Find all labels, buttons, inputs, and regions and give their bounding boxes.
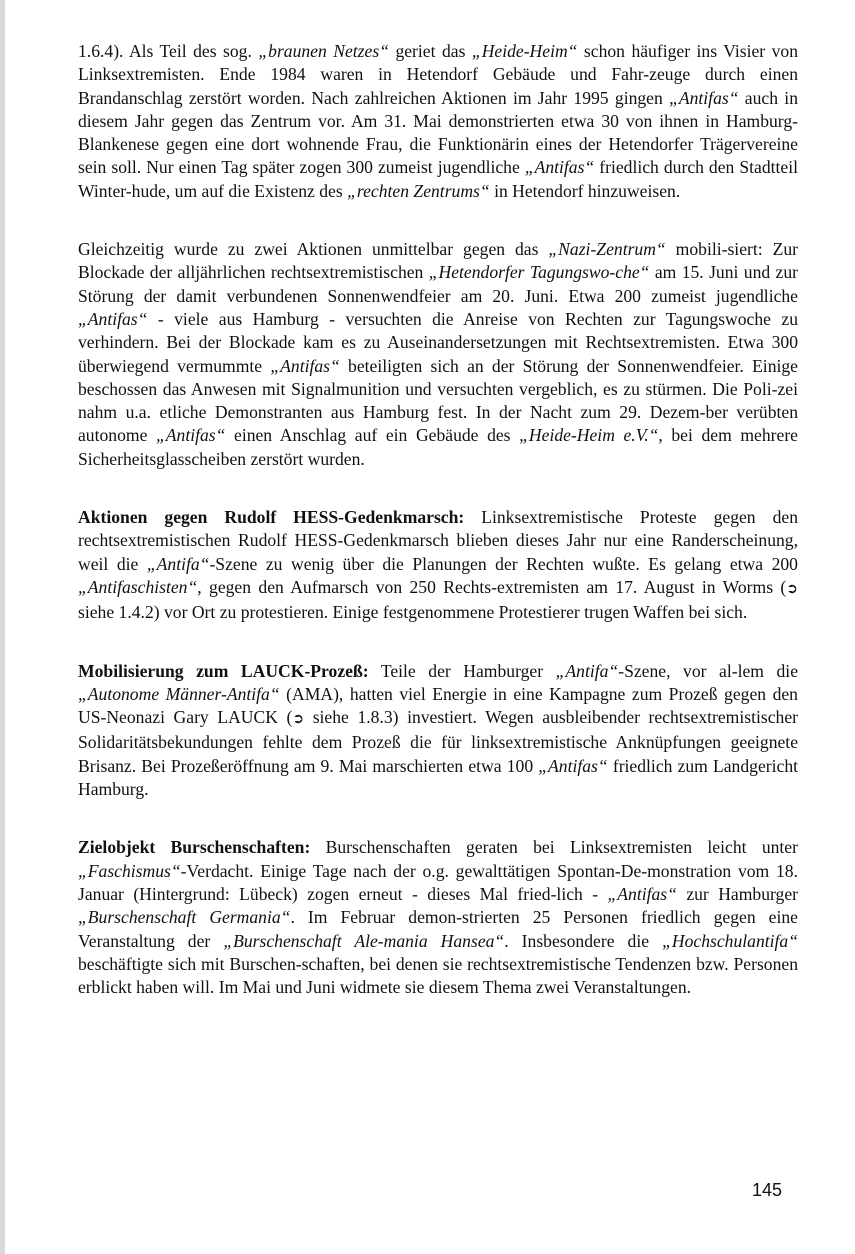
emphasized-term: „Antifaschisten“: [78, 576, 198, 597]
emphasized-term: „Heide-Heim e.V.“: [519, 425, 659, 446]
text-run: friedlich zum Landgericht Hamburg.: [78, 755, 798, 800]
emphasized-term: „Burschenschaft Germania“: [78, 907, 291, 928]
emphasized-term: „Antifas“: [78, 308, 148, 329]
text-run: auch in diesem Jahr gegen das Zentrum vor. Am 31. Mai demonstrierten etwa 30 von ihnen in Hamburg-Blankenese gegen eine dort wohnende Frau, die Funktionärin eines der Hetendorfer Trägervereine sein soll. Nur einen Tag später zogen 300 zumeist jugendliche: [78, 87, 798, 178]
text-run: 1.6.4). Als Teil des sog.: [78, 41, 259, 61]
text-run: friedlich durch den Stadtteil Winter-hude, um auf die Existenz des: [78, 157, 798, 201]
paragraph-hess-gedenkmarsch: [78, 506, 798, 624]
page-edge-shadow: [0, 0, 5, 1254]
emphasized-term: „braunen Netzes“: [258, 41, 389, 61]
emphasized-term: „Nazi-Zentrum“: [548, 239, 666, 260]
emphasized-term: „Antifa“: [555, 660, 619, 681]
document-page: [78, 40, 798, 1034]
emphasized-term: „Antifas“: [155, 425, 226, 446]
cross-reference-arrow-icon: ➲: [292, 711, 305, 728]
emphasized-term: „Hochschulantifa“: [662, 930, 798, 951]
text-run: -Szene, vor al-lem die: [618, 660, 798, 681]
emphasized-term: „Heide-Heim“: [471, 41, 578, 61]
paragraph-heide-heim: [78, 40, 798, 203]
text-run: Linksextremistische Proteste gegen den rechtsextremistischen Rudolf HESS-Gedenkmarsch blieben dieses Jahr nur eine Randerscheinung, weil die: [78, 507, 798, 574]
emphasized-term: „Antifas“: [524, 157, 595, 178]
emphasized-term: „Antifas“: [607, 883, 677, 904]
text-run: siehe 1.8.3) investiert. Wegen ausbleibender rechtsextremistischer Solidaritätsbekundungen fehlte dem Prozeß die für linksextremistische Anknüpfungen geeignete Brisanz. Bei Prozeßeröffnung am 9. Mai marschierten etwa 100: [78, 707, 798, 776]
emphasized-term: „Antifas“: [538, 755, 608, 776]
text-run: Gleichzeitig wurde zu zwei Aktionen unmittelbar gegen das: [78, 239, 549, 260]
cross-reference-arrow-icon: ➲: [786, 580, 798, 597]
text-run: Burschenschaften geraten bei Linksextremisten leicht unter: [310, 837, 798, 858]
text-run: . Insbesondere die: [504, 930, 663, 951]
paragraph-nazi-zentrum: [78, 238, 798, 471]
text-run: - viele aus Hamburg - versuchten die Anreise von Rechten zur Tagungswoche zu verhindern. Bei der Blockade kam es zu Auseinandersetzungen mit Rechtsextremisten. Etwa 300 überwiegend vermummte: [78, 308, 798, 376]
text-run: geriet das: [388, 41, 472, 61]
text-run: Teile der Hamburger: [368, 660, 556, 681]
section-heading: Mobilisierung zum LAUCK-Prozeß:: [78, 660, 369, 681]
text-run: beteiligten sich an der Störung der Sonnenwendfeier. Einige beschossen das Anwesen mit Signalmunition und versuchten vergeblich, es zu stürmen. Die Poli-zei nahm u.a. etliche Demonstranten aus Hamburg fest. In der Nacht zum 29. Dezem-ber verübten autonome: [78, 355, 798, 446]
text-run: beschäftigte sich mit Burschen-schaften, bei denen sie rechtsextremistische Tendenzen bzw. Personen erblickt haben will. Im Mai und Juni widmete sie diesem Thema zwei Veranstaltungen.: [78, 953, 798, 998]
text-run: schon häufiger ins Visier von Linksextremisten. Ende 1984 waren in Hetendorf Gebäude und Fahr-zeuge durch einen Brandanschlag zerstört worden. Nach zahlreichen Aktionen im Jahr 1995 gingen: [78, 41, 799, 108]
paragraph-burschenschaften: [78, 836, 798, 999]
text-run: , gegen den Aufmarsch von 250 Rechts-extremisten am 17. August in Worms (: [197, 576, 787, 597]
text-run: in Hetendorf hinzuweisen.: [489, 180, 681, 201]
paragraph-lauck-prozess: [78, 660, 798, 802]
text-run: siehe 1.4.2) vor Ort zu protestieren. Einige festgenommene Protestierer trugen Waffen bei sich.: [78, 602, 748, 623]
emphasized-term: „Antifa“: [146, 553, 210, 574]
text-run: (AMA), hatten viel Energie in eine Kampagne zum Prozeß gegen den US-Neonazi Gary LAUCK (: [78, 683, 798, 728]
text-run: . Im Februar demon-strierten 25 Personen friedlich gegen eine Veranstaltung der: [78, 907, 798, 951]
emphasized-term: „Antifas“: [270, 355, 340, 376]
emphasized-term: „Autonome Männer-Antifa“: [78, 683, 280, 704]
text-run: einen Anschlag auf ein Gebäude des: [225, 425, 520, 446]
text-run: , bei dem mehrere Sicherheitsglasscheiben zerstört wurden.: [78, 425, 798, 469]
text-run: -Szene zu wenig über die Planungen der Rechten wußte. Es gelang etwa 200: [209, 553, 798, 574]
emphasized-term: „Antifas“: [669, 87, 739, 108]
emphasized-term: „Hetendorfer Tagungswo-che“: [428, 262, 650, 283]
emphasized-term: „Burschenschaft Ale-mania Hansea“: [223, 930, 505, 951]
emphasized-term: „rechten Zentrums“: [347, 180, 490, 201]
text-run: -Verdacht. Einige Tage nach der o.g. gewalttätigen Spontan-De-monstration vom 18. Januar (Hintergrund: Lübeck) zogen erneut - dieses Mal fried-lich -: [78, 860, 798, 904]
page-number: 145: [752, 1180, 783, 1200]
text-run: zur Hamburger: [676, 883, 798, 904]
text-run: mobili-siert: Zur Blockade der alljährlichen rechtsextremistischen: [78, 239, 798, 283]
text-run: am 15. Juni und zur Störung der damit verbundenen Sonnenwendfeier am 20. Juni. Etwa 200 zumeist jugendliche: [78, 262, 798, 306]
section-heading: Zielobjekt Burschenschaften:: [78, 837, 311, 858]
emphasized-term: „Faschismus“: [78, 860, 181, 881]
section-heading: Aktionen gegen Rudolf HESS-Gedenkmarsch:: [78, 507, 465, 528]
